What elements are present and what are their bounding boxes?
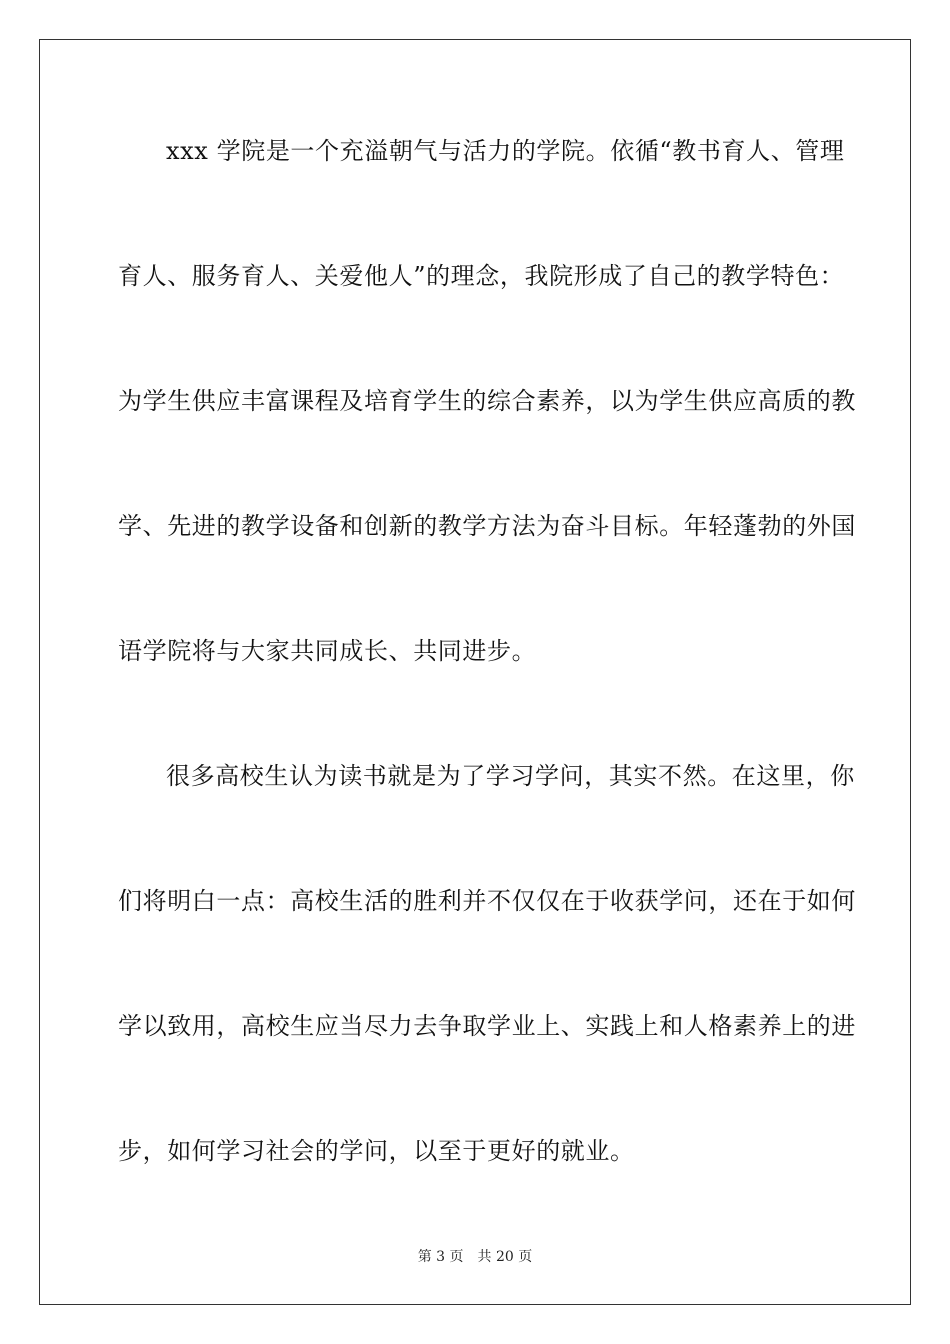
paragraph-1-line-5: 语学院将与大家共同成长、共同进步。: [118, 637, 537, 665]
paragraph-1-line-2: 育人、服务育人、关爱他人”的理念，我院形成了自己的教学特色：: [118, 262, 845, 290]
paragraph-1-line-3: 为学生供应丰富课程及培育学生的综合素养，以为学生供应高质的教: [118, 387, 856, 415]
paragraph-2-line-2: 们将明白一点：高校生活的胜利并不仅仅在于收获学问，还在于如何: [118, 887, 856, 915]
paragraph-1-line-4: 学、先进的教学设备和创新的教学方法为奋斗目标。年轻蓬勃的外国: [118, 512, 856, 540]
paragraph-2-line-3: 学以致用，高校生应当尽力去争取学业上、实践上和人格素养上的进: [118, 1012, 856, 1040]
page-footer: [0, 1248, 950, 1266]
page-total: 共 20 页: [477, 1249, 533, 1265]
paragraph-1-line-1: xxx 学院是一个充溢朝气与活力的学院。依循“教书育人、管理: [166, 137, 845, 165]
page-number: 第 3 页: [417, 1249, 464, 1265]
paragraph-2-line-4: 步，如何学习社会的学问，以至于更好的就业。: [118, 1137, 635, 1165]
page-border: [39, 39, 911, 1305]
paragraph-2-line-1: 很多高校生认为读书就是为了学习学问，其实不然。在这里，你: [166, 762, 855, 790]
